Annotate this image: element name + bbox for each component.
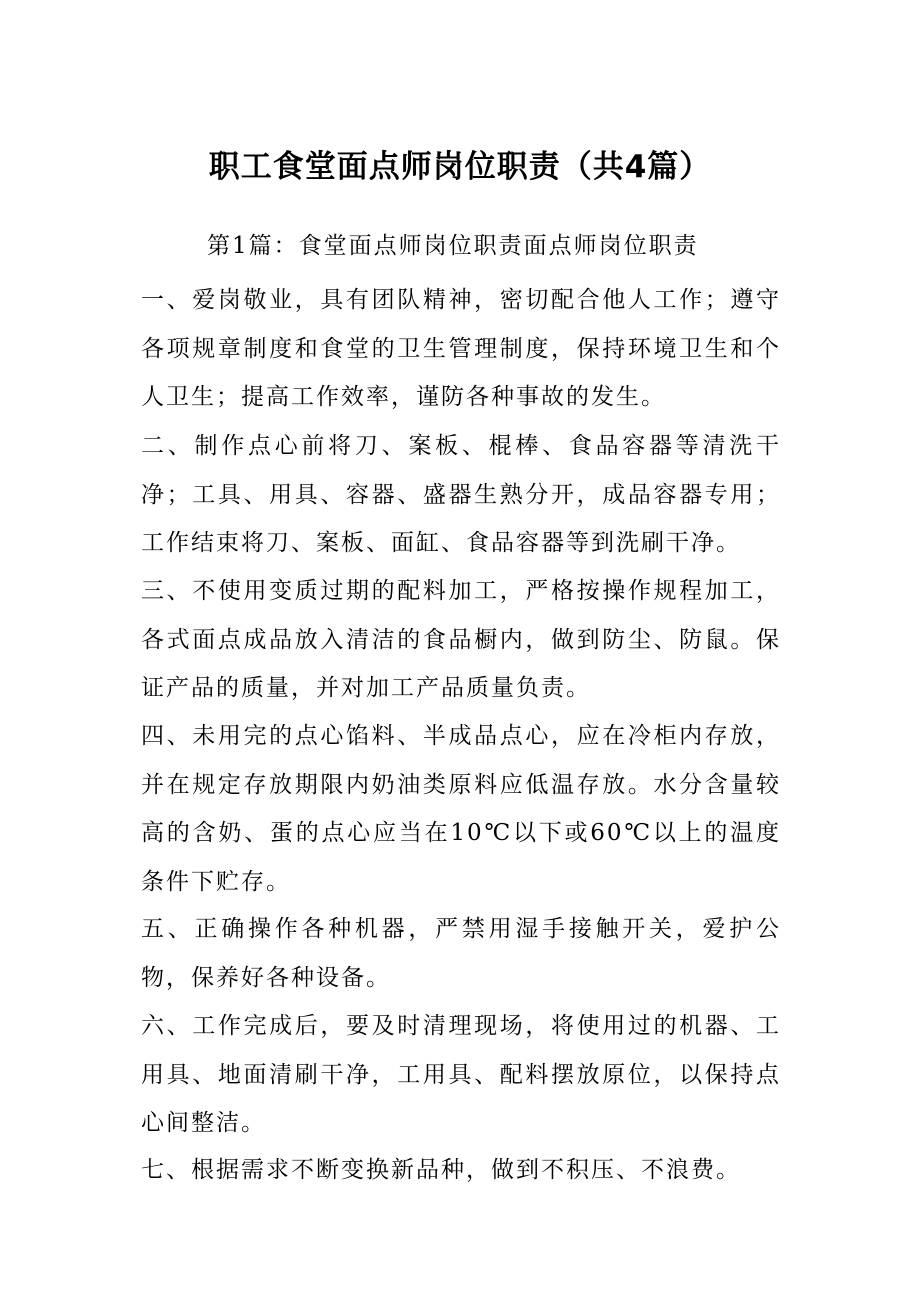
paragraph-3: 三、不使用变质过期的配料加工，严格按操作规程加工，各式面点成品放入清洁的食品橱内，做到防尘、防鼠。保证产品的质量，并对加工产品质量负责。: [141, 578, 781, 701]
paragraph-5: 五、正确操作各种机器，严禁用湿手接触开关，爱护公物，保养好各种设备。: [141, 916, 781, 991]
document-title: 职工食堂面点师岗位职责（共4篇）: [208, 149, 712, 185]
section-heading: 第1篇：食堂面点师岗位职责面点师岗位职责: [207, 233, 699, 259]
paragraph-6: 六、工作完成后，要及时清理现场，将使用过的机器、工用具、地面清刷干净，工用具、配料摆放原位，以保持点心间整洁。: [141, 1013, 781, 1136]
paragraph-1: 一、爱岗敬业，具有团队精神，密切配合他人工作；遵守各项规章制度和食堂的卫生管理制度，保持环境卫生和个人卫生；提高工作效率，谨防各种事故的发生。: [141, 287, 781, 410]
paragraph-2: 二、制作点心前将刀、案板、棍棒、食品容器等清洗干净；工具、用具、容器、盛器生熟分开，成品容器专用；工作结束将刀、案板、面缸、食品容器等到洗刷干净。: [141, 433, 781, 556]
paragraph-7: 七、根据需求不断变换新品种，做到不积压、不浪费。: [141, 1157, 741, 1183]
paragraph-4: 四、未用完的点心馅料、半成品点心，应在冷柜内存放，并在规定存放期限内奶油类原料应低温存放。水分含量较高的含奶、蛋的点心应当在10℃以下或60℃以上的温度条件下贮存。: [141, 723, 781, 895]
